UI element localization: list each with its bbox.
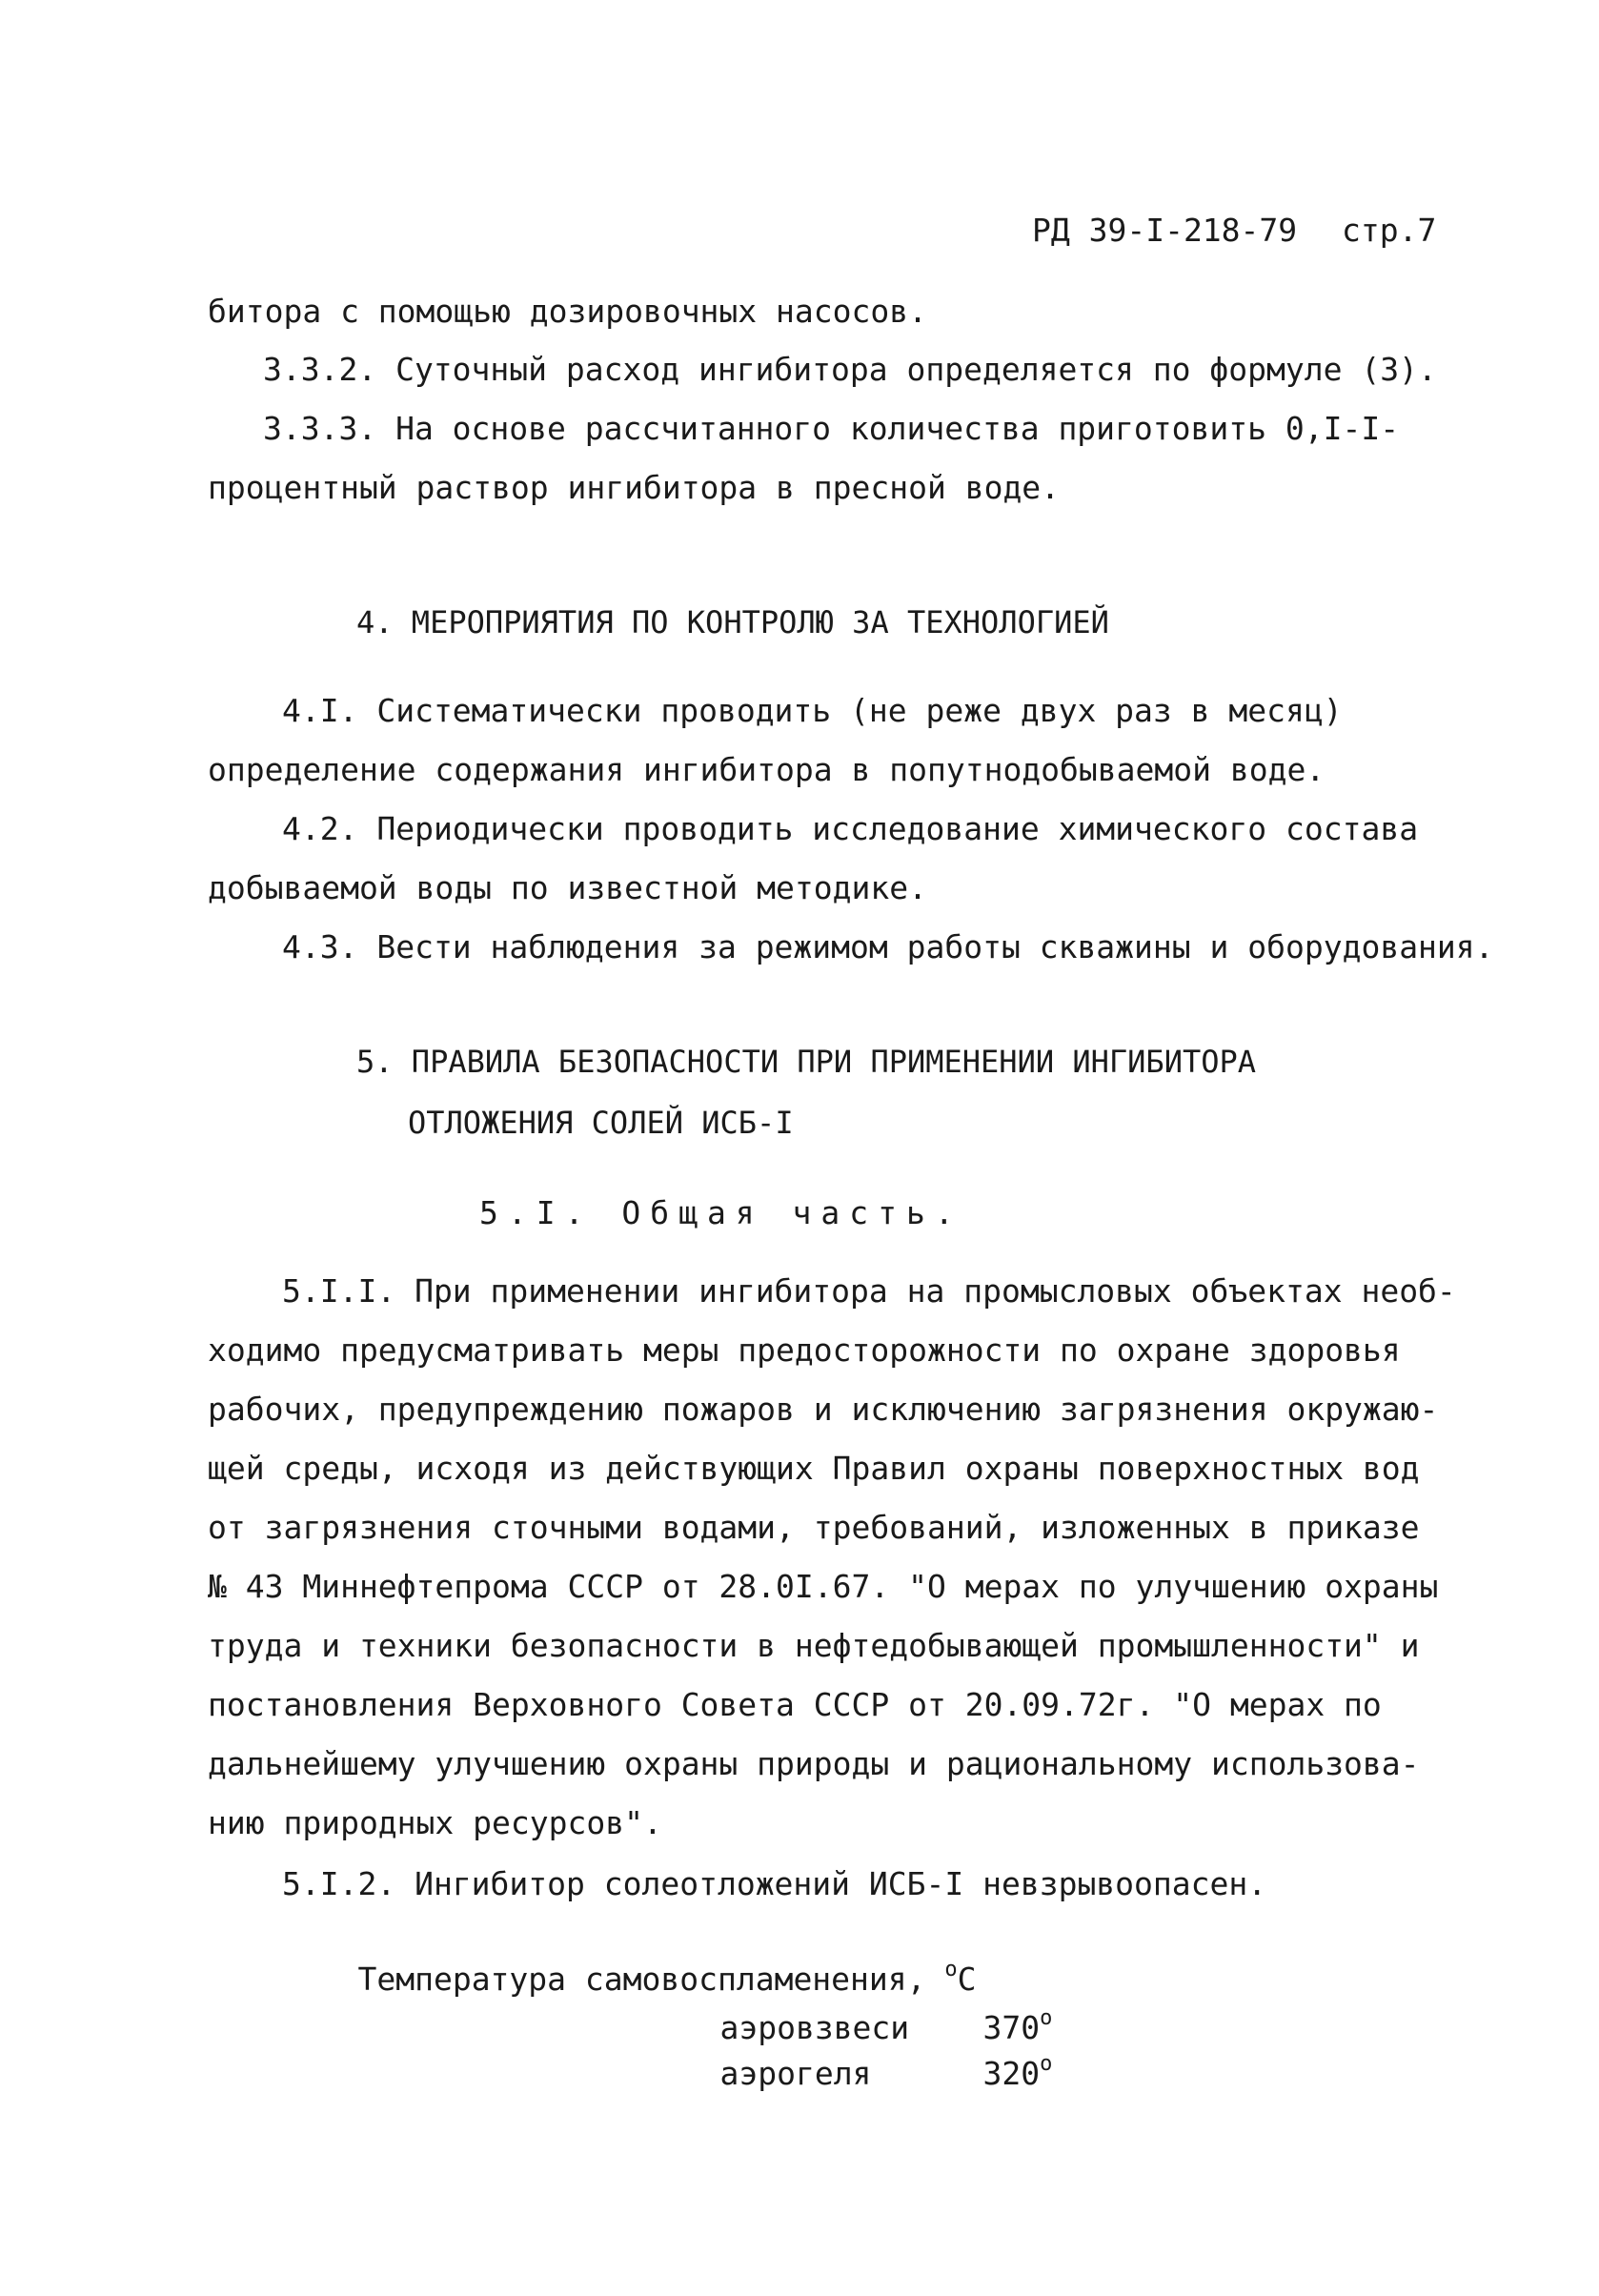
section-5-title-line1: 5. ПРАВИЛА БЕЗОПАСНОСТИ ПРИ ПРИМЕНЕНИИ ИНГИБИТОРА xyxy=(356,1044,1257,1080)
paragraph-4-1-line1: 4.І. Систематически проводить (не реже двух раз в месяц) xyxy=(282,692,1343,729)
paragraph-4-3: 4.3. Вести наблюдения за режимом работы скважины и оборудования. xyxy=(282,928,1494,965)
table-row xyxy=(644,2017,1052,2131)
page-number: стр.7 xyxy=(1342,212,1437,249)
paragraph-4-2-line1: 4.2. Периодически проводить исследование химического состава xyxy=(282,810,1419,847)
paragraph-3-3-2: 3.3.2. Суточный расход ингибитора определяется по формуле (3). xyxy=(263,351,1437,388)
row-value: 370 xyxy=(982,2009,1041,2046)
row-name: аэровзвеси xyxy=(719,2009,910,2046)
paragraph-line: труда и техники безопасности в нефтедобывающей промышленности" и xyxy=(208,1627,1420,1664)
doc-code: РД 39-І-218-79 xyxy=(1032,212,1298,249)
degree-symbol: о xyxy=(1040,2006,1053,2030)
paragraph-3-3-3-line1: 3.3.3. На основе рассчитанного количества приготовить 0,І-І- xyxy=(263,410,1400,447)
paragraph-line: от загрязнения сточными водами, требований, изложенных в приказе xyxy=(208,1509,1420,1546)
temperature-unit: С xyxy=(957,1961,977,1998)
paragraph-5-1-2: 5.І.2. Ингибитор солеотложений ИСБ-І невзрывоопасен. xyxy=(282,1865,1267,1902)
paragraph-line: рабочих, предупреждению пожаров и исключению загрязнения окружаю- xyxy=(208,1391,1439,1428)
paragraph-line: щей среды, исходя из действующих Правил охраны поверхностных вод xyxy=(208,1450,1420,1487)
section-4-title: 4. МЕРОПРИЯТИЯ ПО КОНТРОЛЮ ЗА ТЕХНОЛОГИЕЙ xyxy=(356,604,1109,640)
row-name: аэрогеля xyxy=(719,2055,872,2092)
degree-symbol: о xyxy=(944,1958,958,1981)
paragraph-line: № 43 Миннефтепрома СССР от 28.0І.67. "О мерах по улучшению охраны xyxy=(208,1568,1439,1605)
row-value: 320 xyxy=(982,2055,1041,2092)
paragraph-line: дальнейшему улучшению охраны природы и рациональному использова- xyxy=(208,1745,1420,1782)
temperature-label: Температура самовоспламенения, xyxy=(357,1961,926,1998)
subsection-5-1-title: 5.І. Общая часть. xyxy=(479,1194,963,1231)
paragraph-4-2-line2: добываемой воды по известной методике. xyxy=(208,869,927,906)
paragraph-line: ходимо предусматривать меры предосторожности по охране здоровья xyxy=(208,1331,1401,1369)
paragraph-4-1-line2: определение содержания ингибитора в попутнодобываемой воде. xyxy=(208,751,1326,788)
paragraph-line: битора с помощью дозировочных насосов. xyxy=(208,293,927,330)
paragraph-line: постановления Верховного Совета СССР от 20.09.72г. "О мерах по xyxy=(208,1686,1382,1723)
paragraph-line: нию природных ресурсов". xyxy=(208,1804,662,1841)
paragraph-line: 5.І.І. При применении ингибитора на промысловых объектах необ- xyxy=(282,1272,1456,1310)
paragraph-3-3-3-line2: процентный раствор ингибитора в пресной воде. xyxy=(208,469,1061,506)
degree-symbol: о xyxy=(1040,2052,1053,2076)
section-5-title-line2: ОТЛОЖЕНИЯ СОЛЕЙ ИСБ-І xyxy=(408,1105,794,1141)
